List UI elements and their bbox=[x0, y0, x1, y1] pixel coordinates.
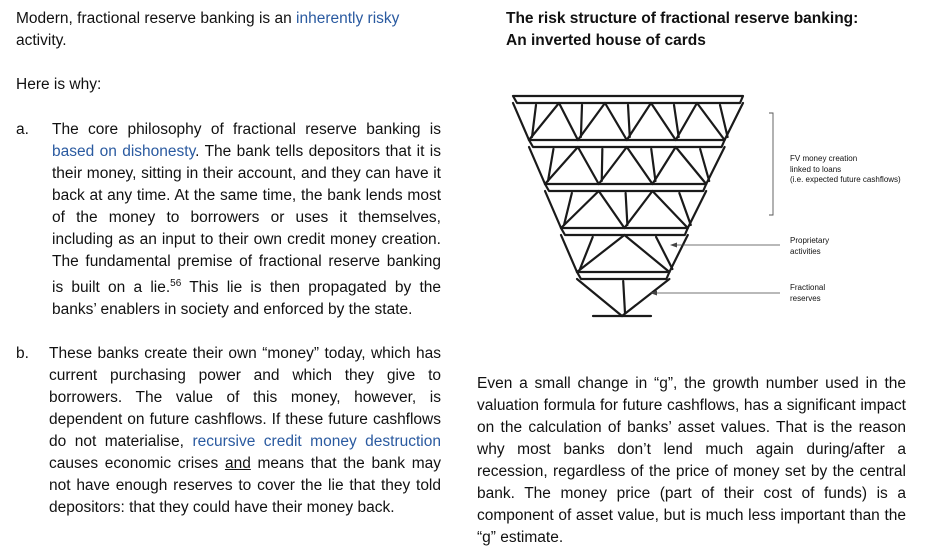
card bbox=[559, 103, 578, 140]
footnote-ref[interactable]: 56 bbox=[170, 278, 182, 289]
card bbox=[578, 147, 599, 184]
dishonesty-link[interactable]: based on dishonesty bbox=[52, 143, 196, 160]
card bbox=[626, 193, 628, 225]
card bbox=[605, 103, 627, 140]
diagram-annotations bbox=[640, 105, 790, 305]
intro-paragraph bbox=[16, 8, 448, 52]
card bbox=[628, 105, 630, 137]
diagram-title: The risk structure of fractional reserve banking: An inverted house of cards bbox=[506, 10, 859, 49]
recursive-destruction-link[interactable]: recursive credit money destruction bbox=[192, 433, 441, 450]
card bbox=[545, 191, 561, 228]
item-a-marker: a. bbox=[16, 121, 29, 138]
card bbox=[623, 281, 625, 313]
item-a-text: The core philosophy of fractional reserve banking is based on dishonesty. The bank tells depositors that it is their money, sitting in their account, and they can have it back at any time. At the same time, the bank lends most of the money to borrowers or uses it themselves, including as an input to their own credit money creation. The fundamental premise of fractional reserve banking is built on a lie.$^{56}$ This lie is then propagated by the banks’ enablers in society and enforced by the state. bbox=[52, 121, 441, 318]
card bbox=[561, 235, 577, 272]
card bbox=[577, 235, 624, 272]
item-b-text: These banks create their own “money” today, which has current purchasing power and which they give to borrowers. The value of this money, however, is dependent on future cashflows. If these future cashflows do not materialise, recursive credit money destruction causes economic crises and means that the bank may not have enough reserves to cover the lie that they told depositors: that they could have their money back. bbox=[49, 345, 442, 516]
card bbox=[599, 191, 625, 228]
intro-highlight-link[interactable]: inherently risky bbox=[296, 10, 400, 27]
fv-bracket bbox=[769, 113, 773, 215]
card bbox=[602, 149, 603, 181]
here-is-why: Here is why: bbox=[16, 76, 102, 93]
item-b-marker: b. bbox=[16, 345, 29, 362]
card bbox=[577, 279, 622, 316]
intro-text-end: activity. bbox=[16, 32, 67, 49]
fractional-label: Fractional reserves bbox=[790, 283, 826, 303]
card bbox=[529, 147, 545, 184]
g-estimate-paragraph: Even a small change in “g”, the growth number used in the valuation formula for future cashflows, has a significant impact on the calculation of banks’ asset values. That is the reason why most banks don’t lend much again during/after a recession, regardless of the price of money set by the central bank. The money price (part of their cost of funds) is a component of asset value, but is much less important than the “g” estimate. bbox=[477, 375, 906, 546]
intro-text: Modern, fractional reserve banking is an bbox=[16, 10, 297, 27]
card bbox=[561, 191, 599, 228]
card bbox=[581, 105, 582, 137]
card-shelf bbox=[513, 96, 743, 103]
fv-label: FV money creation linked to loans (i.e. expected future cashflows) bbox=[790, 154, 901, 184]
proprietary-label: Proprietary activities bbox=[790, 236, 830, 256]
card bbox=[513, 103, 529, 140]
